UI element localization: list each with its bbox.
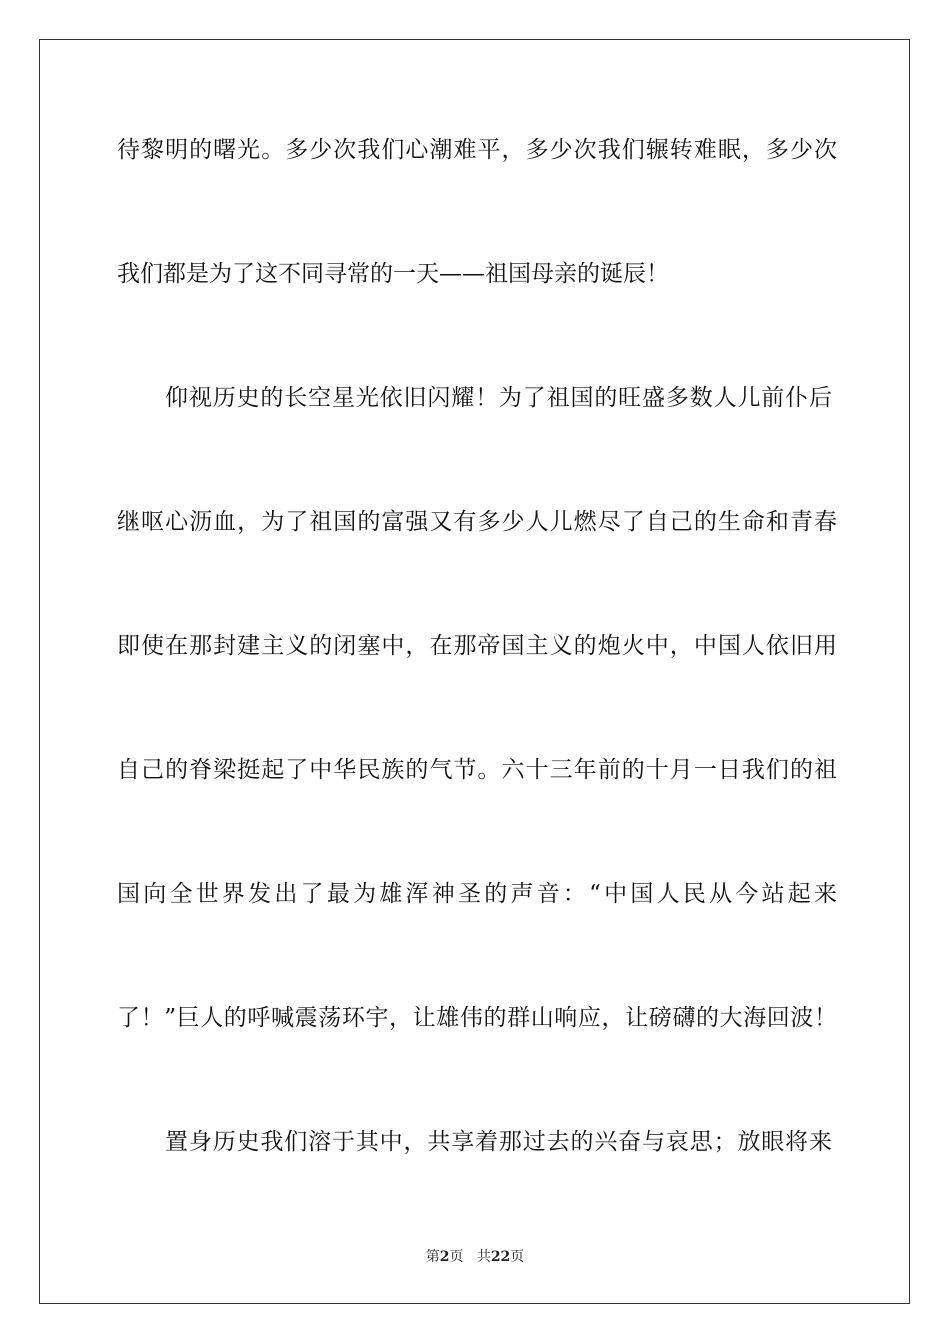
page-number: 2 <box>439 1249 450 1265</box>
body-text-line: 国向全世界发出了最为雄浑神圣的声音：“中国人民从今站起来 <box>117 881 837 907</box>
total-suffix: 页 <box>510 1249 525 1265</box>
page-footer <box>0 1248 950 1266</box>
total-pages: 22 <box>490 1249 511 1265</box>
page-prefix: 第 <box>425 1249 440 1265</box>
body-text-line: 自己的脊梁挺起了中华民族的气节。六十三年前的十月一日我们的祖 <box>117 757 837 783</box>
body-text-line: 我们都是为了这不同寻常的一天——祖国母亲的诞辰！ <box>117 261 669 287</box>
body-text-line: 仰视历史的长空星光依旧闪耀！为了祖国的旺盛多数人儿前仆后 <box>165 385 832 411</box>
body-text-line: 继呕心沥血，为了祖国的富强又有多少人儿燃尽了自己的生命和青春 <box>117 509 837 535</box>
body-text-line: 置身历史我们溶于其中，共享着那过去的兴奋与哀思；放眼将来 <box>165 1129 832 1155</box>
body-text-line: 待黎明的曙光。多少次我们心潮难平，多少次我们辗转难眠，多少次 <box>117 137 837 163</box>
total-prefix: 共 <box>476 1249 491 1265</box>
page-border <box>39 39 910 1304</box>
body-text-line: 了！”巨人的呼喊震荡环宇，让雄伟的群山响应，让磅礴的大海回波！ <box>117 1005 837 1031</box>
body-text-line: 即使在那封建主义的闭塞中，在那帝国主义的炮火中，中国人依旧用 <box>117 633 837 659</box>
page-suffix: 页 <box>449 1249 464 1265</box>
